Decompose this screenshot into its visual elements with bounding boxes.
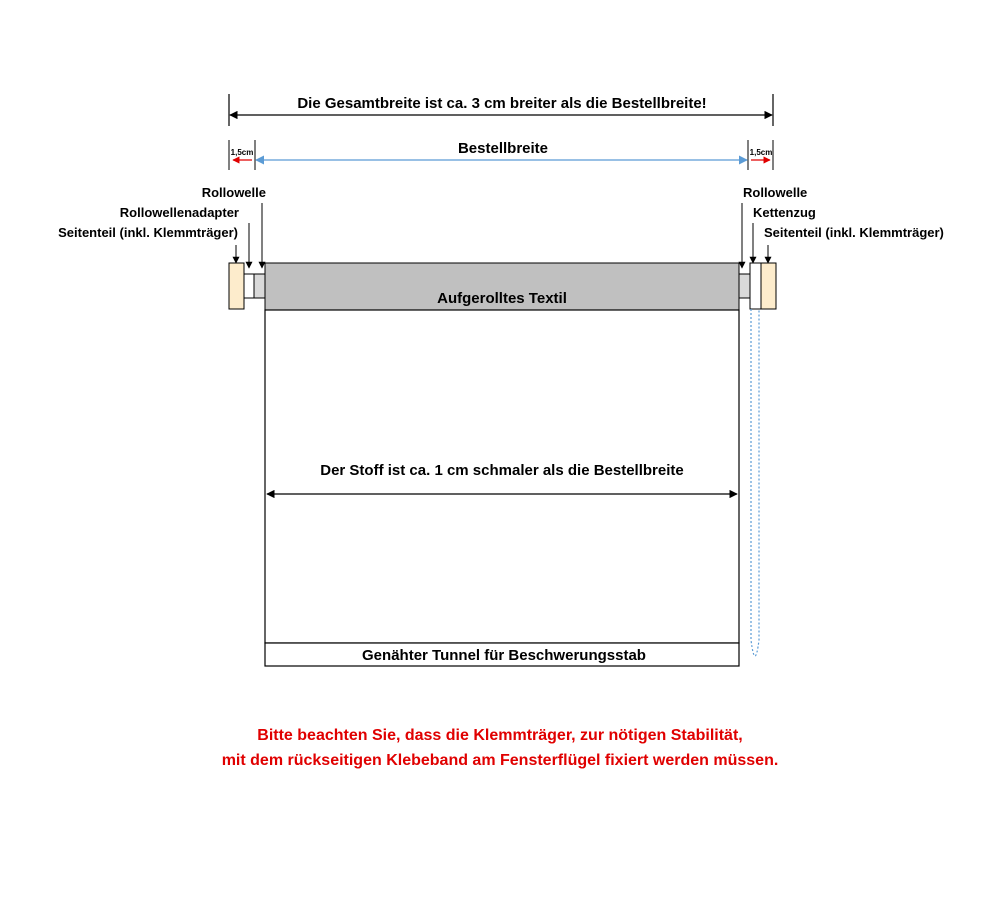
fabric-width-label: Der Stoff ist ca. 1 cm schmaler als die Bestellbreite [320,462,684,479]
chain-pull [751,309,759,656]
left-shaft-adapter [244,274,254,298]
right-chain-label: Kettenzug [753,205,816,220]
left-shaft-end [254,274,265,298]
order-width-label: Bestellbreite [457,140,549,157]
right-shaft-label: Rollowelle [743,185,808,200]
right-shaft-end [739,274,750,298]
rolled-textile-label: Aufgerolltes Textil [437,290,567,307]
total-width-label: Die Gesamtbreite ist ca. 3 cm breiter als die Bestellbreite! [297,95,707,112]
notice-line-1: Bitte beachten Sie, dass die Klemmträger, zur nötigen Stabilität, [257,727,743,744]
left-side-part-label: Seitenteil (inkl. Klemmträger) [58,225,238,240]
right-offset-label: 1,5cm [749,148,773,157]
tunnel-label: Genähter Tunnel für Beschwerungsstab [362,647,646,664]
right-side-part [761,263,776,309]
left-part-labels [58,185,266,268]
left-adapter-label: Rollowellenadapter [119,205,239,220]
right-chain-housing [750,263,761,309]
right-side-part-label: Seitenteil (inkl. Klemmträger) [764,225,944,240]
total-width-dimension [229,94,773,126]
right-part-labels [742,185,944,268]
left-side-part [229,263,244,309]
left-shaft-label: Rollowelle [201,185,266,200]
notice-line-2: mit dem rückseitigen Klebeband am Fensterflügel fixiert werden müssen. [221,752,779,769]
order-width-dimension [229,140,773,170]
left-offset-label: 1,5cm [230,148,254,157]
